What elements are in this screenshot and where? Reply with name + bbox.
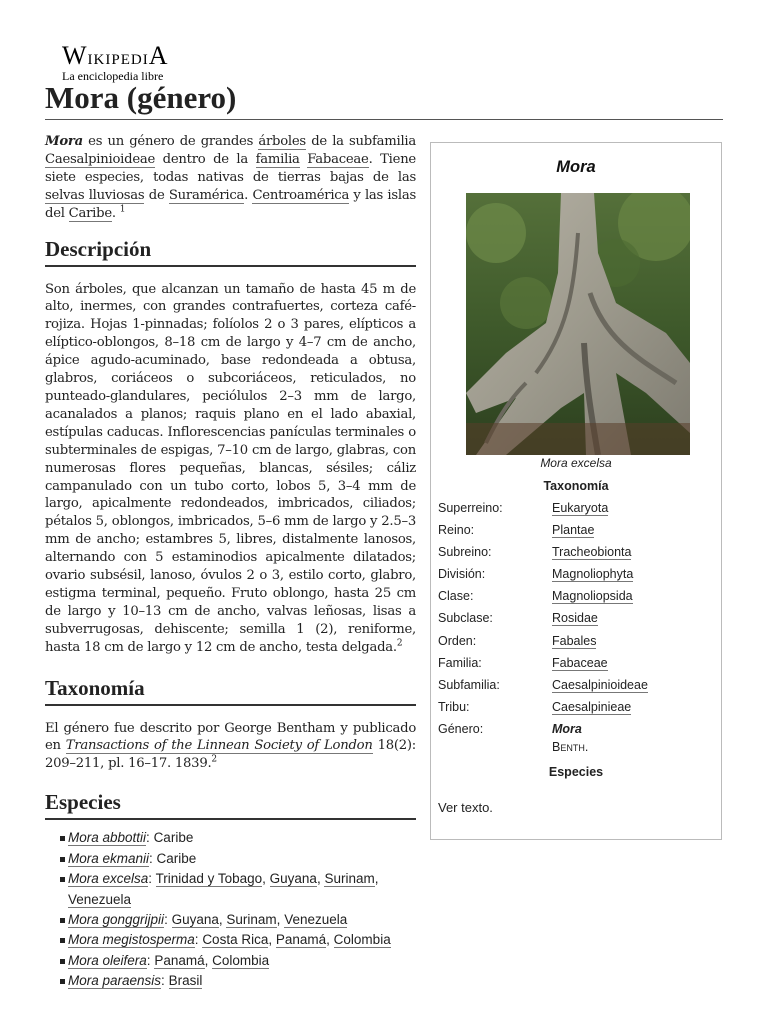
logo-tagline: La enciclopedia libre <box>62 69 164 83</box>
bullet-icon <box>60 918 65 923</box>
heading-descripcion: Descripción <box>45 236 416 267</box>
taxobox-rank-value[interactable]: Fabales <box>552 633 597 648</box>
taxobox-rank-value: Mora <box>552 721 582 736</box>
taxobox-row <box>438 609 718 631</box>
wikipedia-logo[interactable] <box>62 41 169 83</box>
species-item: Mora abbottii: Caribe <box>45 828 416 848</box>
link-fabaceae[interactable]: Fabaceae <box>307 151 369 167</box>
taxobox-rank-label[interactable]: Orden: <box>438 633 477 648</box>
region-link[interactable]: Brasil <box>168 973 203 989</box>
taxobox-row <box>438 720 718 742</box>
heading-especies: Especies <box>45 789 416 820</box>
taxobox-rank-value[interactable]: Rosidae <box>552 611 598 626</box>
region-link[interactable]: Surinam <box>324 871 375 887</box>
taxobox-caption: Mora excelsa <box>540 456 612 470</box>
taxobox-species-heading: Especies <box>548 765 604 779</box>
region-link[interactable]: Caribe <box>156 850 197 866</box>
link-journal[interactable]: Transactions of the Linnean Society of London <box>65 738 373 754</box>
page-title: Mora (género) <box>45 80 723 120</box>
taxobox-rank-label[interactable]: Subfamilia: <box>438 677 500 692</box>
taxobox-rank-value[interactable]: Fabaceae <box>552 655 608 670</box>
species-link[interactable]: Mora gonggrijpii <box>68 911 165 927</box>
intro-paragraph: Mora es un género de grandes árboles de la subfamilia Caesalpinioideae dentro de la familia Fabaceae. Tiene siete especies, todas nativas de tierras bajas de las selvas lluviosas de Suramérica. Centroamérica y las islas del Caribe. $^1$ <box>45 134 416 221</box>
taxobox-rank-value[interactable]: Caesalpinieae <box>552 699 632 714</box>
link-suramerica[interactable]: Suramérica <box>168 187 245 203</box>
species-link[interactable]: Mora abbottii <box>68 830 147 846</box>
species-link[interactable]: Mora oleifera <box>68 952 147 968</box>
region-link[interactable]: Guyana <box>171 911 219 927</box>
taxobox-rows <box>438 499 718 742</box>
link-caesalpinioideae[interactable]: Caesalpinioideae <box>45 151 156 167</box>
taxobox-row <box>438 521 718 543</box>
taxobox-rank-value[interactable]: Caesalpinioideae <box>552 677 648 692</box>
taxobox-row <box>438 587 718 609</box>
taxobox-row <box>438 499 718 521</box>
link-selvas-lluviosas[interactable]: selvas lluviosas <box>45 187 145 203</box>
bullet-icon <box>60 836 65 841</box>
taxobox-taxonomy-heading: Taxonomía <box>543 479 609 493</box>
taxobox-author[interactable]: Benth. <box>552 740 589 754</box>
taxobox-rank-label[interactable]: Subreino: <box>438 545 492 560</box>
taxonomia-paragraph: El género fue descrito por George Bentham y publicado en Transactions of the Linnean Society of London 18(2): 209–211, pl. 16–17. 1839.$^2$ <box>45 720 417 772</box>
taxobox-rank-value[interactable]: Plantae <box>552 523 595 538</box>
heading-taxonomia: Taxonomía <box>45 675 416 706</box>
link-arboles[interactable]: árboles <box>258 134 306 149</box>
intro-lead: Mora <box>45 134 83 149</box>
taxobox-rank-label[interactable]: Superreino: <box>438 501 503 515</box>
taxobox-rank-label[interactable]: División: <box>438 567 486 582</box>
bullet-icon <box>60 877 65 882</box>
bullet-icon <box>60 959 65 964</box>
species-link[interactable]: Mora excelsa <box>68 871 149 887</box>
region-link[interactable]: Caribe <box>153 830 194 846</box>
region-link[interactable]: Costa Rica <box>202 932 269 948</box>
taxobox-rank-label[interactable]: Clase: <box>438 589 474 604</box>
species-link[interactable]: Mora paraensis <box>68 973 162 989</box>
region-link[interactable]: Guyana <box>269 871 317 887</box>
region-link[interactable]: Panamá <box>154 952 205 968</box>
taxobox-row <box>438 543 718 565</box>
link-familia[interactable]: familia <box>255 151 300 167</box>
mora-excelsa-photo[interactable] <box>466 193 690 455</box>
taxobox-rank-label[interactable]: Reino: <box>438 523 475 538</box>
link-centroamerica[interactable]: Centroamérica <box>252 187 350 203</box>
ref-2b[interactable]: 2 <box>211 754 217 765</box>
bullet-icon <box>60 857 65 862</box>
taxobox-rank-value[interactable]: Tracheobionta <box>552 545 632 560</box>
region-link[interactable]: Surinam <box>226 911 277 927</box>
ref-2[interactable]: 2 <box>396 638 403 649</box>
taxobox <box>430 142 722 840</box>
taxobox-rank-value[interactable]: Eukaryota <box>552 501 609 515</box>
taxobox-rank-value[interactable]: Magnoliophyta <box>552 567 634 582</box>
taxobox-rank-label[interactable]: Subclase: <box>438 611 493 626</box>
taxobox-rank-label[interactable]: Género: <box>438 721 484 736</box>
taxobox-row <box>438 676 718 698</box>
taxobox-rank-value[interactable]: Magnoliopsida <box>552 589 633 604</box>
bullet-icon <box>60 979 65 984</box>
region-link[interactable]: Panamá <box>275 932 327 948</box>
species-item: Mora paraensis: Brasil <box>45 971 416 991</box>
region-link[interactable]: Venezuela <box>284 911 348 927</box>
taxobox-row <box>438 698 718 720</box>
region-link[interactable]: Colombia <box>212 952 270 968</box>
taxobox-row <box>438 654 718 676</box>
species-item: Mora excelsa: Trinidad y Tobago, Guyana, Surinam, Venezuela <box>45 869 416 910</box>
taxobox-row <box>438 565 718 587</box>
species-link[interactable]: Mora megistosperma <box>68 932 195 948</box>
link-caribe[interactable]: Caribe <box>68 205 112 221</box>
taxobox-rank-label[interactable]: Familia: <box>438 655 482 670</box>
species-item: Mora megistosperma: Costa Rica, Panamá, Colombia <box>45 930 416 950</box>
logo-wordmark: WikipediA <box>62 41 169 70</box>
bullet-icon <box>60 938 65 943</box>
descripcion-paragraph: Son árboles, que alcanzan un tamaño de hasta 45 m de alto, inermes, con grandes contrafuertes, corteza café-rojiza. Hojas 1-pinnadas; folíolos 2 o 3 pares, elípticos a elíptico-oblongos, 8–18 cm de largo y 4–7 cm de ancho, ápice agudo-acuminado, base redondeada a obtusa, glabros, coriáceos o subcoriáceos, reticulados, no punteado-glandulares, peciólulos 2–3 mm de largo, acanalados a planos; raquis plano en el lado abaxial, estípulas caducas. Inflorescencias panículas terminales o subterminales de espigas, 7–10 cm de largo, glabras, con numerosas flores pequeñas, blancas, sésiles; cáliz campanulado con un tubo corto, lobos 5, 3–4 mm de largo, apicalmente redondeados, imbricados, ciliados; pétalos 5, oblongos, imbricados, 5–6 mm de largo y 2.5–3 mm de ancho; estambres 5, libres, distalmente lanosos, alternando con 5 estaminodios apicalmente dilatados; ovario subsésil, lanoso, óvulos 2 o 3, estilo corto, glabro, estigma terminal, pequeño. Fruto oblongo, hasta 25 cm de largo y 10–13 cm de ancho, valvas leñosas, lisas a subverrugosas, dehiscente; semilla 1 (2), reniforme, hasta 18 cm de largo y 12 cm de ancho, testa delgada.$^2$ <box>45 281 416 655</box>
link-george-bentham[interactable]: George Bentham <box>224 720 336 736</box>
species-link[interactable]: Mora ekmanii <box>68 850 150 866</box>
species-item: Mora ekmanii: Caribe <box>45 849 416 869</box>
region-link[interactable]: Trinidad y Tobago <box>155 871 263 887</box>
species-item: Mora gonggrijpii: Guyana, Surinam, Venezuela <box>45 910 416 930</box>
species-list <box>45 828 416 991</box>
article-body <box>45 133 416 992</box>
taxobox-see-text: Ver texto. <box>438 800 493 815</box>
ref-1[interactable]: 1 <box>119 204 126 215</box>
taxobox-row <box>438 632 718 654</box>
species-item: Mora oleifera: Panamá, Colombia <box>45 951 416 971</box>
region-link[interactable]: Colombia <box>333 932 391 948</box>
tree-buttress-image <box>466 193 690 455</box>
region-link[interactable]: Venezuela <box>68 891 132 907</box>
taxobox-title: Mora <box>556 158 596 176</box>
taxobox-rank-label[interactable]: Tribu: <box>438 699 470 714</box>
